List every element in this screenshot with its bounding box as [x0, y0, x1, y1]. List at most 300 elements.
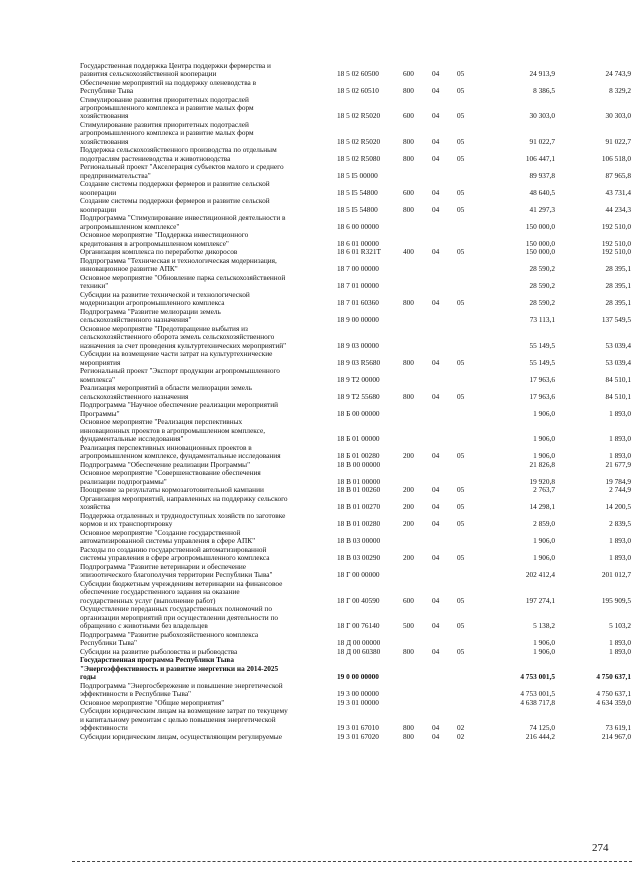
row-name-line: Создание системы поддержки фермеров и развитие сельской — [80, 179, 270, 189]
cell-y2: 91 022,7 — [605, 136, 631, 146]
row-name — [80, 495, 330, 511]
cell-rz: 04 — [432, 731, 440, 741]
cell-csr: 18 5 I5 00000 — [337, 170, 378, 180]
cell-y2: 137 549,5 — [601, 315, 631, 325]
cell-csr: 18 9 T2 00000 — [337, 374, 380, 384]
cell-y1: 216 444,2 — [525, 731, 555, 741]
cell-vr: 200 — [403, 502, 414, 512]
cell-csr: 18 6 01 R321T — [337, 247, 381, 257]
cell-rz: 04 — [432, 485, 440, 495]
table-row — [0, 384, 640, 400]
row-name-line: агропромышленного комплекса и развитие малых форм — [80, 128, 254, 138]
row-name — [80, 563, 330, 579]
cell-vr: 800 — [403, 136, 414, 146]
cell-pr: 05 — [457, 69, 465, 79]
cell-y1: 21 826,8 — [529, 459, 555, 469]
cell-rz: 04 — [432, 595, 440, 605]
cell-csr: 18 5 02 R5020 — [337, 111, 381, 121]
cell-csr: 18 В 01 00280 — [337, 519, 381, 529]
table-row — [0, 291, 640, 307]
cell-csr: 18 Д 00 60380 — [337, 646, 381, 656]
cell-rz: 04 — [432, 646, 440, 656]
cell-vr: 600 — [403, 69, 414, 79]
cell-pr: 05 — [457, 595, 465, 605]
cell-rz: 04 — [432, 722, 440, 732]
cell-y2: 106 518,0 — [601, 153, 631, 163]
row-name-line: Организация комплекса по переработке дикоросов — [80, 247, 238, 257]
row-name-line: предпринимательства" — [80, 170, 151, 180]
row-name — [80, 418, 330, 443]
row-name — [80, 291, 330, 307]
cell-y2: 24 743,9 — [605, 69, 631, 79]
cell-vr: 600 — [403, 187, 414, 197]
cell-csr: 18 9 03 R5680 — [337, 357, 381, 367]
row-name-line: Основное мероприятие "Предотвращение выбытия из — [80, 324, 248, 334]
row-name-line: техники" — [80, 281, 109, 291]
cell-pr: 05 — [457, 153, 465, 163]
cell-y1: 1 906,0 — [533, 646, 555, 656]
row-name-line: Основное мероприятие "Создание государственной — [80, 528, 241, 538]
cell-rz: 04 — [432, 69, 440, 79]
cell-y1: 28 590,2 — [529, 298, 555, 308]
row-name-line: кооперации — [80, 187, 117, 197]
cell-rz: 04 — [432, 519, 440, 529]
cell-csr: 18 9 T2 55680 — [337, 391, 380, 401]
row-name — [80, 257, 330, 273]
table-row — [0, 631, 640, 647]
cell-y2: 43 731,4 — [605, 187, 631, 197]
cell-pr: 05 — [457, 247, 465, 257]
row-name-line: сельскохозяйственного назначения" — [80, 315, 192, 325]
page-number: 274 — [592, 842, 609, 854]
cell-y1: 1 906,0 — [533, 433, 555, 443]
cell-csr: 19 3 01 67020 — [337, 731, 379, 741]
cell-pr: 05 — [457, 391, 465, 401]
table-row — [0, 469, 640, 485]
cell-y1: 41 297,3 — [529, 204, 555, 214]
row-name — [80, 546, 330, 562]
cell-vr: 800 — [403, 357, 414, 367]
cell-y1: 17 963,6 — [529, 391, 555, 401]
cell-pr: 05 — [457, 204, 465, 214]
cell-y2: 8 329,2 — [609, 86, 631, 96]
cell-csr: 18 Б 01 00280 — [337, 450, 380, 460]
cell-csr: 18 6 00 00000 — [337, 221, 379, 231]
row-name-line: Подпрограмма "Развитие мелиорации земель — [80, 307, 221, 317]
row-name-line: агропромышленного комплекса и развитие малых форм — [80, 103, 254, 113]
cell-rz: 04 — [432, 187, 440, 197]
table-row — [0, 325, 640, 350]
table-row — [0, 79, 640, 95]
row-name-line: Основное мероприятие "Совершенствование обеспечения — [80, 468, 261, 478]
row-name — [80, 121, 330, 146]
cell-y1: 17 963,6 — [529, 374, 555, 384]
cell-csr: 19 3 01 67010 — [337, 722, 379, 732]
row-name-line: кооперации — [80, 204, 117, 214]
row-name — [80, 62, 330, 78]
cell-csr: 18 7 01 00000 — [337, 281, 379, 291]
cell-csr: 18 7 01 60360 — [337, 298, 379, 308]
cell-vr: 200 — [403, 485, 414, 495]
cell-y2: 192 510,0 — [601, 221, 631, 231]
table-row — [0, 546, 640, 562]
table-row — [0, 146, 640, 162]
cell-vr: 800 — [403, 391, 414, 401]
cell-y1: 1 906,0 — [533, 637, 555, 647]
row-name — [80, 512, 330, 528]
cell-rz: 04 — [432, 357, 440, 367]
cell-y2: 1 893,0 — [609, 637, 631, 647]
row-name — [80, 384, 330, 400]
row-name-line: Создание системы поддержки фермеров и развитие сельской — [80, 196, 270, 206]
table-row — [0, 350, 640, 366]
cell-vr: 400 — [403, 247, 414, 257]
row-name-line: Подпрограмма "Техническая и технологическая модернизация, — [80, 256, 277, 266]
cell-pr: 05 — [457, 111, 465, 121]
row-name-line: Реализация мероприятий в области мелиорации земель — [80, 383, 252, 393]
cell-csr: 18 5 02 R5020 — [337, 136, 381, 146]
table-row — [0, 180, 640, 196]
row-name-line: Осуществление переданных государственных полномочий по — [80, 604, 272, 614]
cell-y2: 28 395,1 — [605, 264, 631, 274]
cell-y2: 28 395,1 — [605, 298, 631, 308]
table-row — [0, 529, 640, 545]
cell-y2: 4 634 359,0 — [596, 697, 631, 707]
cell-y2: 87 965,8 — [605, 170, 631, 180]
row-name-line: Региональный проект "Акселерация субъектов малого и среднего — [80, 162, 284, 172]
table-row — [0, 444, 640, 460]
row-name — [80, 350, 330, 366]
row-name-line: сельскохозяйственного назначения — [80, 391, 189, 401]
row-name-line: Субсидии на развитие рыболовства и рыбоводства — [80, 646, 238, 656]
row-name-line: Субсидии бюджетным учреждениям ветеринарии на финансовое — [80, 579, 283, 589]
row-name-line: Реализация перспективных инновационных проектов в — [80, 442, 252, 452]
row-name-line: Поощрение за результаты кормозаготовительной кампании — [80, 485, 264, 495]
row-name — [80, 733, 330, 741]
table-row — [0, 121, 640, 146]
cell-csr: 19 3 00 00000 — [337, 688, 379, 698]
cell-rz: 04 — [432, 502, 440, 512]
cell-y1: 28 590,2 — [529, 264, 555, 274]
cell-vr: 600 — [403, 595, 414, 605]
row-name-line: государственных услуг (выполнение работ) — [80, 595, 216, 605]
cell-vr: 800 — [403, 153, 414, 163]
cell-rz: 04 — [432, 111, 440, 121]
row-name-line: инновационных проектов в агропромышленном комплексе, — [80, 425, 266, 435]
cell-pr: 05 — [457, 620, 465, 630]
row-name-line: Основное мероприятие "Поддержка инвестиционного — [80, 230, 249, 240]
row-name-line: годы — [80, 671, 96, 681]
cell-pr: 05 — [457, 86, 465, 96]
cell-csr: 18 Д 00 00000 — [337, 637, 381, 647]
cell-y2: 195 909,5 — [601, 595, 631, 605]
cell-rz: 04 — [432, 204, 440, 214]
row-name-line: хозяйства — [80, 502, 111, 512]
cell-pr: 05 — [457, 553, 465, 563]
cell-y1: 2 763,7 — [533, 485, 555, 495]
row-name-line: организации мероприятий при осуществлении деятельности по — [80, 612, 279, 622]
cell-y2: 53 039,4 — [605, 357, 631, 367]
table-row — [0, 257, 640, 273]
cell-y1: 4 753 001,5 — [520, 671, 555, 681]
row-name — [80, 214, 330, 230]
cell-y2: 21 677,9 — [605, 459, 631, 469]
cell-y1: 48 640,5 — [529, 187, 555, 197]
row-name-line: подотраслям растениеводства и животноводства — [80, 153, 231, 163]
row-name — [80, 197, 330, 213]
row-name-line: Подпрограмма "Стимулирование инвестиционной деятельности в — [80, 213, 286, 223]
row-name-line: комплекса" — [80, 374, 115, 384]
row-name — [80, 367, 330, 383]
row-name-line: "Энергоэффективность и развитие энергетики на 2014-2025 — [80, 663, 279, 673]
table-row — [0, 733, 640, 741]
cell-y1: 202 412,4 — [525, 570, 555, 580]
cell-y1: 4 638 717,8 — [520, 697, 555, 707]
cell-vr: 500 — [403, 620, 414, 630]
cell-vr: 800 — [403, 204, 414, 214]
cell-vr: 800 — [403, 646, 414, 656]
cell-y2: 2 839,5 — [609, 519, 631, 529]
cell-pr: 05 — [457, 450, 465, 460]
row-name-line: Государственная поддержка Центра поддержки фермерства и — [80, 61, 271, 70]
cell-y2: 53 039,4 — [605, 340, 631, 350]
cell-rz: 04 — [432, 86, 440, 96]
row-name-line: обеспечение государственного задания на оказание — [80, 587, 240, 597]
row-name — [80, 444, 330, 460]
table-row — [0, 62, 640, 78]
table-row — [0, 401, 640, 417]
cell-pr: 05 — [457, 646, 465, 656]
row-name-line: назначения за счет проведения культуртехнических мероприятий" — [80, 340, 287, 350]
row-name — [80, 580, 330, 605]
cell-pr: 02 — [457, 722, 465, 732]
row-name-line: Организация мероприятий, направленных на поддержку сельского — [80, 494, 288, 504]
cell-y2: 73 619,1 — [605, 722, 631, 732]
row-name — [80, 146, 330, 162]
cell-y1: 1 906,0 — [533, 450, 555, 460]
cell-y1: 74 125,0 — [529, 722, 555, 732]
cell-y2: 1 893,0 — [609, 536, 631, 546]
cell-rz: 04 — [432, 620, 440, 630]
row-name-line: Программы" — [80, 408, 120, 418]
row-name — [80, 682, 330, 698]
cell-y2: 201 012,7 — [601, 570, 631, 580]
cell-csr: 18 Б 01 00000 — [337, 433, 380, 443]
row-name-line: и капитальному ремонтам с целью повышения энергетической — [80, 714, 276, 724]
cell-vr: 800 — [403, 298, 414, 308]
table-row — [0, 96, 640, 121]
cell-csr: 18 В 01 00260 — [337, 485, 381, 495]
cell-csr: 18 9 00 00000 — [337, 315, 379, 325]
cell-csr: 19 0 00 00000 — [337, 671, 379, 681]
cell-csr: 18 6 01 00000 — [337, 238, 379, 248]
cell-vr: 200 — [403, 450, 414, 460]
cell-csr: 18 В 03 00000 — [337, 536, 381, 546]
cell-y2: 4 750 637,1 — [596, 688, 631, 698]
cell-y1: 150 000,0 — [525, 247, 555, 257]
cell-rz: 04 — [432, 136, 440, 146]
row-name-line: развития сельскохозяйственной кооперации — [80, 69, 217, 79]
row-name-line: Субсидии на возмещение части затрат на культуртехнические — [80, 349, 273, 359]
row-name-line: модернизации агропромышленного комплекса — [80, 298, 225, 308]
cell-y1: 1 906,0 — [533, 536, 555, 546]
cell-csr: 18 В 01 00270 — [337, 502, 381, 512]
cell-csr: 18 9 03 00000 — [337, 340, 379, 350]
cell-y1: 89 937,8 — [529, 170, 555, 180]
cell-y1: 24 913,9 — [529, 69, 555, 79]
cell-csr: 18 5 02 60510 — [337, 86, 379, 96]
cell-pr: 05 — [457, 519, 465, 529]
cell-y2: 84 510,1 — [605, 374, 631, 384]
table-row — [0, 580, 640, 605]
row-name-line: Расходы по созданию государственной автоматизированной — [80, 545, 267, 555]
row-name-line: Обеспечение мероприятий на поддержку оленеводства в — [80, 78, 257, 87]
row-name-line: кормов и их транспортировку — [80, 519, 173, 529]
table-row — [0, 418, 640, 443]
row-name — [80, 79, 330, 95]
cell-csr: 19 3 01 00000 — [337, 697, 379, 707]
row-name-line: эффективности — [80, 722, 128, 732]
cell-y2: 30 303,0 — [605, 111, 631, 121]
cell-y2: 1 893,0 — [609, 450, 631, 460]
cell-csr: 18 В 03 00290 — [337, 553, 381, 563]
row-name-line: кредитования в агропромышленном комплексе" — [80, 238, 229, 248]
cell-vr: 800 — [403, 731, 414, 741]
cell-vr: 800 — [403, 86, 414, 96]
cell-y2: 28 395,1 — [605, 281, 631, 291]
row-name-line: автоматизированной системы управления в сфере АПК" — [80, 536, 256, 546]
table-row — [0, 495, 640, 511]
cell-rz: 04 — [432, 553, 440, 563]
row-name — [80, 231, 330, 247]
cell-csr: 18 Г 00 00000 — [337, 570, 380, 580]
cell-y2: 192 510,0 — [601, 238, 631, 248]
cell-y2: 5 103,2 — [609, 620, 631, 630]
cell-y2: 1 893,0 — [609, 408, 631, 418]
cell-pr: 02 — [457, 731, 465, 741]
row-name-line: системы управления в сфере агропромышленного комплекса — [80, 553, 270, 563]
row-name-line: Подпрограмма "Развитие ветеринарии и обеспечение — [80, 562, 247, 572]
cell-pr: 05 — [457, 187, 465, 197]
row-name-line: сельскохозяйственного оборота земель сельскохозяйственного — [80, 332, 275, 342]
row-name-line: Основное мероприятие "Обновление парка сельскохозяйственной — [80, 273, 286, 283]
row-name-line: Государственная программа Республики Тыва — [80, 655, 234, 665]
cell-vr: 200 — [403, 519, 414, 529]
cell-rz: 04 — [432, 298, 440, 308]
row-name-line: Субсидии юридическим лицам, осуществляющим регулируемые — [80, 731, 282, 741]
cell-y2: 214 967,0 — [601, 731, 631, 741]
cell-y1: 8 386,5 — [533, 86, 555, 96]
table-row — [0, 512, 640, 528]
table-row — [0, 308, 640, 324]
row-name-line: агропромышленном комплексе" — [80, 221, 180, 231]
table-row — [0, 367, 640, 383]
table-row — [0, 605, 640, 630]
cell-y1: 197 274,1 — [525, 595, 555, 605]
row-name-line: реализации подпрограммы" — [80, 476, 167, 486]
row-name-line: Республике Тыва — [80, 86, 134, 96]
cell-csr: 18 В 00 00000 — [337, 459, 381, 469]
row-name-line: хозяйствования — [80, 111, 129, 121]
row-name-line: Подпрограмма "Обеспечение реализации Программы" — [80, 459, 251, 469]
row-name — [80, 656, 330, 681]
row-name-line: Поддержка отдаленных и труднодоступных хозяйств по заготовке — [80, 511, 286, 521]
row-name — [80, 401, 330, 417]
cell-csr: 18 5 02 60500 — [337, 69, 379, 79]
cell-y1: 5 138,2 — [533, 620, 555, 630]
cell-y1: 55 149,5 — [529, 340, 555, 350]
cell-pr: 05 — [457, 136, 465, 146]
row-name-line: Основное мероприятие "Общие мероприятия" — [80, 697, 225, 707]
cell-csr: 18 5 I5 54800 — [337, 204, 378, 214]
cell-csr: 18 В 01 00000 — [337, 476, 381, 486]
cell-pr: 05 — [457, 485, 465, 495]
row-name — [80, 707, 330, 732]
cell-vr: 600 — [403, 111, 414, 121]
cell-y1: 73 113,1 — [529, 315, 555, 325]
cell-y2: 4 750 637,1 — [596, 671, 631, 681]
cell-pr: 05 — [457, 298, 465, 308]
table-row — [0, 197, 640, 213]
table-row — [0, 231, 640, 247]
table-row — [0, 656, 640, 681]
row-name — [80, 274, 330, 290]
cell-y1: 1 906,0 — [533, 408, 555, 418]
row-name-line: обращению с животными без владельцев — [80, 620, 208, 630]
row-name-line: Субсидии на развитие технической и технологической — [80, 290, 250, 300]
row-name-line: Основное мероприятие "Реализация перспективных — [80, 417, 243, 427]
row-name-line: эффективности в Республике Тыва" — [80, 688, 192, 698]
row-name-line: Подпрограмма "Энергосбережение и повышение энергетической — [80, 680, 283, 690]
row-name-line: Стимулирование развития приоритетных подотраслей — [80, 95, 249, 104]
row-name — [80, 469, 330, 485]
cell-csr: 18 5 02 R5080 — [337, 153, 381, 163]
row-name-line: Стимулирование развития приоритетных подотраслей — [80, 120, 249, 130]
row-name — [80, 325, 330, 350]
cell-pr: 05 — [457, 502, 465, 512]
row-name — [80, 180, 330, 196]
cell-vr: 800 — [403, 722, 414, 732]
cell-y1: 30 303,0 — [529, 111, 555, 121]
row-name — [80, 631, 330, 647]
cell-rz: 04 — [432, 153, 440, 163]
table-row — [0, 563, 640, 579]
cell-y2: 14 200,5 — [605, 502, 631, 512]
row-name — [80, 96, 330, 121]
row-name-line: Региональный проект "Экспорт продукции агропромышленного — [80, 366, 280, 376]
cell-y1: 4 753 001,5 — [520, 688, 555, 698]
row-name — [80, 163, 330, 179]
cell-y1: 91 022,7 — [529, 136, 555, 146]
table-row — [0, 214, 640, 230]
cell-y2: 44 234,3 — [605, 204, 631, 214]
cell-y1: 19 920,8 — [529, 476, 555, 486]
cell-y2: 1 893,0 — [609, 553, 631, 563]
cell-rz: 04 — [432, 450, 440, 460]
cell-vr: 200 — [403, 553, 414, 563]
cell-csr: 18 7 00 00000 — [337, 264, 379, 274]
cell-y1: 2 859,0 — [533, 519, 555, 529]
table-row — [0, 707, 640, 732]
cell-pr: 05 — [457, 357, 465, 367]
cell-y1: 150 000,0 — [525, 221, 555, 231]
cell-y2: 1 893,0 — [609, 646, 631, 656]
cell-csr: 18 Б 00 00000 — [337, 408, 380, 418]
row-name-line: инновационное развитие АПК" — [80, 264, 178, 274]
row-name-line: Подпрограмма "Научное обеспечение реализации мероприятий — [80, 400, 279, 410]
cell-y1: 1 906,0 — [533, 553, 555, 563]
row-name — [80, 605, 330, 630]
